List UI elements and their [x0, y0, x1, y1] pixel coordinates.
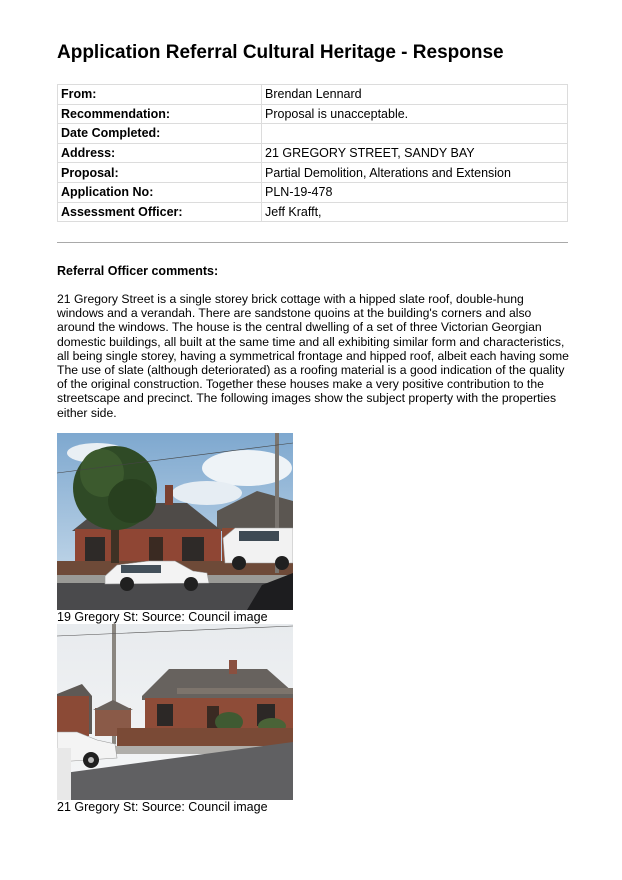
- field-label: Proposal:: [58, 163, 262, 183]
- photo-caption: 21 Gregory St: Source: Council image: [57, 800, 268, 814]
- table-row: [58, 182, 568, 202]
- table-row: [58, 163, 568, 183]
- photo-caption: 19 Gregory St: Source: Council image: [57, 610, 268, 624]
- field-label: Address:: [58, 143, 262, 163]
- table-row: [58, 124, 568, 144]
- comments-heading: Referral Officer comments:: [57, 264, 219, 278]
- field-value: Jeff Krafft,: [262, 202, 568, 222]
- table-row: [58, 104, 568, 124]
- field-label: From:: [58, 85, 262, 105]
- divider: [57, 242, 568, 243]
- comments-body: 21 Gregory Street is a single storey brick cottage with a hipped slate roof, double-hung windows and a verandah. There are sandstone quoins at the building's corners and also around the windows. The house is the central dwelling of a set of three Victorian Georgian domestic buildings, all built at the same time and all exhibiting similar form and characteristics, all being single storey, having a symmetrical frontage and hipped roof, albeit each having some The use of slate (although deteriorated) as a roofing material is a good indication of the quality of the original construction. Together these houses make a very positive contribution to the streetscape and precinct. The following images show the subject property with the properties either side.: [57, 292, 569, 420]
- field-value: 21 GREGORY STREET, SANDY BAY: [262, 143, 568, 163]
- table-row: [58, 85, 568, 105]
- page-title: Application Referral Cultural Heritage - Response: [57, 42, 504, 63]
- field-label: Date Completed:: [58, 124, 262, 144]
- table-row: [58, 143, 568, 163]
- table-row: [58, 202, 568, 222]
- referral-details-table: [57, 84, 568, 222]
- field-label: Recommendation:: [58, 104, 262, 124]
- property-photo-21-gregory: [57, 624, 293, 800]
- field-value: Proposal is unacceptable.: [262, 104, 568, 124]
- field-value: PLN-19-478: [262, 182, 568, 202]
- field-label: Application No:: [58, 182, 262, 202]
- field-value: [262, 124, 568, 144]
- field-value: Brendan Lennard: [262, 85, 568, 105]
- property-photo-19-gregory: [57, 433, 293, 610]
- field-value: Partial Demolition, Alterations and Extension: [262, 163, 568, 183]
- field-label: Assessment Officer:: [58, 202, 262, 222]
